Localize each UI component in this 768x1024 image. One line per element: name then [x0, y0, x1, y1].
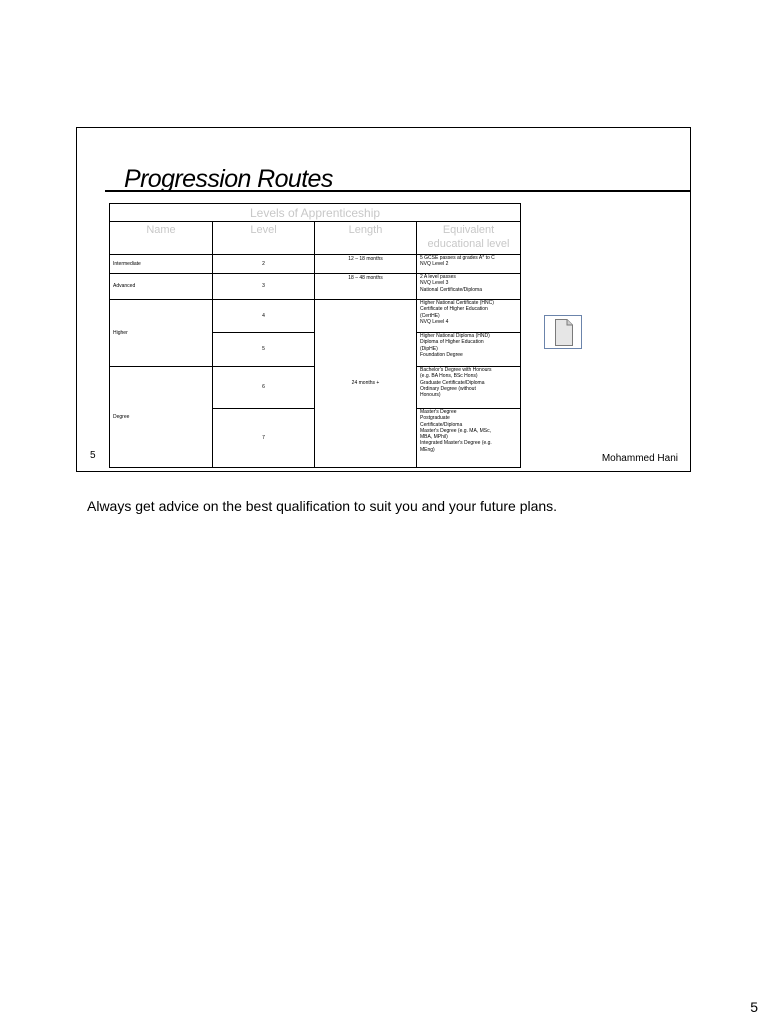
document-glyph: [555, 319, 573, 346]
cell-length: 18 – 48 months: [315, 274, 417, 300]
cell-name: Advanced: [110, 274, 213, 300]
equivalent-line: National Certificate/Diploma: [420, 286, 482, 293]
equivalent-line: Postgraduate: [420, 415, 450, 422]
equivalent-line: (DipHE): [420, 345, 438, 352]
equivalent-line: Ordinary Degree (without: [420, 385, 476, 392]
equivalent-line: MEng): [420, 446, 435, 453]
author-name: Mohammed Hani: [601, 453, 678, 464]
cell-name: Intermediate: [110, 255, 213, 274]
equivalent-line: Certificate/Diploma: [420, 421, 463, 428]
equivalent-line: 2 A level passes: [420, 274, 456, 280]
equivalent-line: (e.g. BA Hons, BSc Hons): [420, 373, 478, 380]
equivalent-line: MBA, MPhil): [420, 434, 448, 441]
equivalent-line: (CertHE): [420, 312, 440, 319]
slide-number: 5: [90, 450, 96, 461]
cell-level: 7: [213, 409, 315, 468]
equivalent-line: NVQ Level 3: [420, 280, 449, 287]
equivalent-line: Certificate of Higher Education: [420, 306, 488, 313]
cell-equivalent: [417, 300, 521, 333]
cell-level: 4: [213, 300, 315, 333]
page-number: 5: [750, 999, 758, 1015]
cell-equivalent: [417, 367, 521, 409]
speaker-notes: Always get advice on the best qualification to suit you and your future plans.: [87, 498, 558, 514]
cell-length: 12 – 18 months: [315, 255, 417, 274]
equivalent-line: Honours): [420, 392, 441, 399]
cell-equivalent: [417, 274, 521, 300]
header-length: Length: [315, 222, 417, 255]
table-row: [110, 300, 521, 333]
equivalent-line: NVQ Level 2: [420, 261, 449, 268]
equivalent-line: Master's Degree: [420, 409, 457, 415]
cell-level: 6: [213, 367, 315, 409]
equivalent-line: Master's Degree (e.g. MA, MSc,: [420, 427, 491, 434]
table-row: [110, 255, 521, 274]
cell-name: Higher: [110, 300, 213, 367]
slide-title: Progression Routes: [124, 165, 333, 193]
header-equivalent: Equivalent educational level: [417, 222, 521, 255]
cell-name: Degree: [110, 367, 213, 468]
equivalent-line: Higher National Diploma (HND): [420, 333, 490, 339]
title-underline: [105, 190, 691, 192]
equivalent-line: Bachelor's Degree with Honours: [420, 367, 492, 373]
equivalent-line: NVQ Level 4: [420, 318, 449, 325]
table-caption: Levels of Apprenticeship: [110, 204, 521, 222]
equivalent-line: 5 GCSE passes at grades A* to C: [420, 255, 495, 261]
table-row: [110, 274, 521, 300]
slide-thumbnail: [76, 127, 691, 472]
cell-level: 2: [213, 255, 315, 274]
header-level: Level: [213, 222, 315, 255]
cell-length: 24 months +: [315, 300, 417, 468]
equivalent-line: Integrated Master's Degree (e.g.: [420, 440, 492, 447]
document-icon[interactable]: [544, 315, 582, 349]
equivalent-line: Higher National Certificate (HNC): [420, 300, 494, 306]
header-name: Name: [110, 222, 213, 255]
cell-level: 3: [213, 274, 315, 300]
cell-level: 5: [213, 333, 315, 367]
equivalent-line: Diploma of Higher Education: [420, 339, 484, 346]
cell-equivalent: [417, 409, 521, 468]
apprenticeship-levels-table: [109, 203, 521, 468]
cell-equivalent: [417, 333, 521, 367]
equivalent-line: Graduate Certificate/Diploma: [420, 379, 485, 386]
cell-equivalent: [417, 255, 521, 274]
equivalent-line: Foundation Degree: [420, 351, 463, 358]
